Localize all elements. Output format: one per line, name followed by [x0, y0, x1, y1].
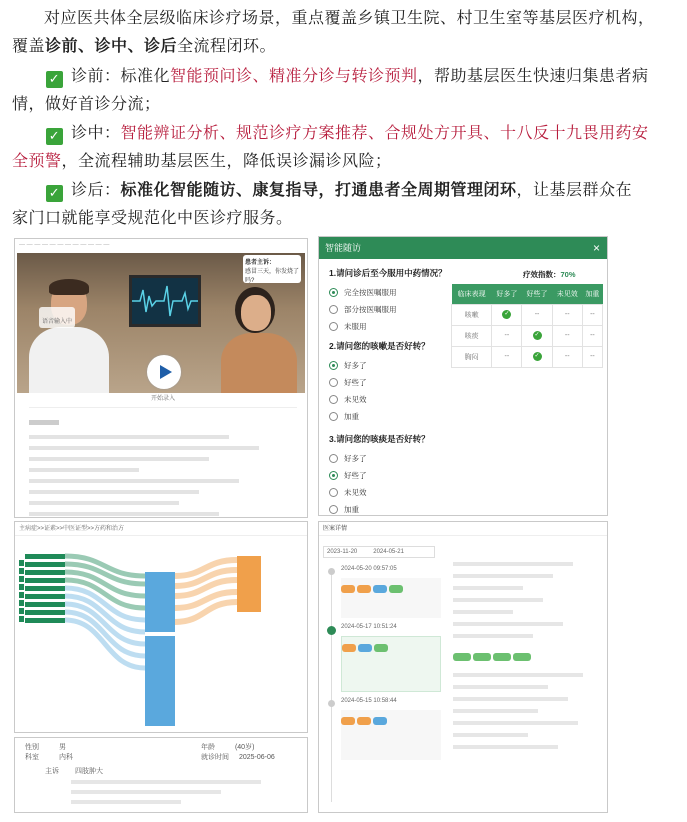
timeline-entry[interactable]: 2024-05-20 09:57:05	[329, 566, 447, 624]
breadcrumb: 主病症>>证素>>中医证型>>方药和治方	[15, 522, 307, 536]
chief-complaint-bubble: 患者主诉： 感冒三天，你发烧了吗?	[243, 255, 301, 283]
table-row: 咳痰 -- ✓ -- --	[452, 325, 603, 346]
table-row: 胸闷 -- ✓ -- --	[452, 346, 603, 367]
check-icon: ✓	[46, 71, 63, 88]
dept-field: 科室 内科	[25, 754, 73, 761]
efficacy-table	[451, 284, 603, 368]
play-icon	[147, 355, 181, 389]
visit-date-field: 就诊时间 2025-06-06	[201, 754, 275, 761]
patient-form-screenshot	[14, 737, 308, 813]
modal-header: 智能随访 ×	[319, 237, 607, 259]
sankey-screenshot	[14, 521, 308, 733]
records-screenshot	[318, 521, 608, 813]
intro-line2: 覆盖诊前、诊中、诊后全流程闭环。	[12, 36, 277, 55]
timeline	[329, 566, 447, 768]
option-radio[interactable]: 好些了	[329, 374, 479, 391]
chief-complaint-field: 主诉 四肢肿大	[45, 768, 103, 775]
top-bar: — — — — — — — — — — — —	[19, 242, 110, 248]
option-radio[interactable]: 好多了	[329, 357, 479, 374]
post-diagnosis-paragraph: ✓ 诊后：标准化智能随访、康复指导，打通患者全周期管理闭环，让基层群众在 家门口就能享受规范化中医诊疗服务。	[12, 180, 633, 227]
check-icon: ✓	[46, 185, 63, 202]
doctor-figure	[29, 283, 109, 393]
transcript-list	[29, 407, 297, 518]
option-radio[interactable]: 加重	[329, 501, 479, 516]
video-consultation-screenshot: — — — — — — — — — — — — 语音输入中 患者主诉： 感冒三天，你发烧了吗? 开始录入	[14, 238, 308, 518]
play-button[interactable]	[147, 355, 181, 389]
option-radio[interactable]: 未见效	[329, 484, 479, 501]
table-row: 咳嗽 ✓ -- -- --	[452, 304, 603, 325]
option-radio[interactable]: 未见效	[329, 391, 479, 408]
sankey-diagram	[15, 536, 307, 732]
table-header-row: 临床表现 好多了 好些了 未见效 加重	[452, 284, 603, 304]
option-radio[interactable]: 好多了	[329, 450, 479, 467]
record-detail	[453, 562, 603, 749]
option-radio[interactable]: 加重	[329, 408, 479, 425]
sex-field: 性别 男	[25, 744, 66, 751]
check-circle-icon: ✓	[534, 332, 540, 338]
monitor	[129, 275, 201, 327]
date-range-picker[interactable]: 2023-11-20 2024-05-21	[323, 546, 435, 558]
age-field: 年龄 (40岁)	[201, 744, 255, 751]
timeline-entry[interactable]: 2024-05-15 10:58:44	[329, 698, 447, 768]
intro-line1: 对应医共体全层级临床诊疗场景，重点覆盖乡镇卫生院、村卫生室等基层医疗机构，	[44, 8, 655, 27]
option-radio[interactable]: 部分按医嘱服用	[329, 301, 479, 318]
in-diagnosis-paragraph: ✓ 诊中：智能辨证分析、规范诊疗方案推荐、合规处方开具、十八反十九畏用药安 全预警，全流程辅助基层医生，降低误诊漏诊风险；	[12, 123, 649, 170]
questionnaire: 1.请问诊后至今服用中药情况？ 完全按医嘱服用 部分按医嘱服用 未服用 2.请问您的咳嗽是否好转？ 好多了 好些了 未见效 加重 3.请问您的咳痰是否好转？ 好多了 好些了 未见效 加重	[329, 267, 479, 516]
option-radio[interactable]: 未服用	[329, 318, 479, 335]
option-radio[interactable]: 完全按医嘱服用	[329, 284, 479, 301]
option-radio[interactable]: 好些了	[329, 467, 479, 484]
check-icon: ✓	[46, 128, 63, 145]
efficacy-score: 疗效指数：70%	[523, 270, 576, 279]
timeline-entry-active[interactable]: 2024-05-17 10:51:24	[329, 624, 447, 698]
check-circle-icon: ✓	[534, 353, 540, 359]
intro-paragraph	[12, 4, 676, 60]
voice-input-badge: 语音输入中	[39, 307, 75, 328]
close-icon[interactable]: ×	[592, 241, 600, 255]
pre-diagnosis-paragraph: ✓ 诊前：标准化智能预问诊、精准分诊与转诊预判，帮助基层医生快速归集患者病 情，做好首诊分流；	[12, 66, 649, 113]
waveform-icon	[132, 278, 198, 324]
followup-modal-screenshot	[318, 236, 608, 516]
check-circle-icon: ✓	[504, 311, 510, 317]
patient-figure	[217, 287, 297, 393]
records-title: 医案详情	[319, 522, 607, 536]
